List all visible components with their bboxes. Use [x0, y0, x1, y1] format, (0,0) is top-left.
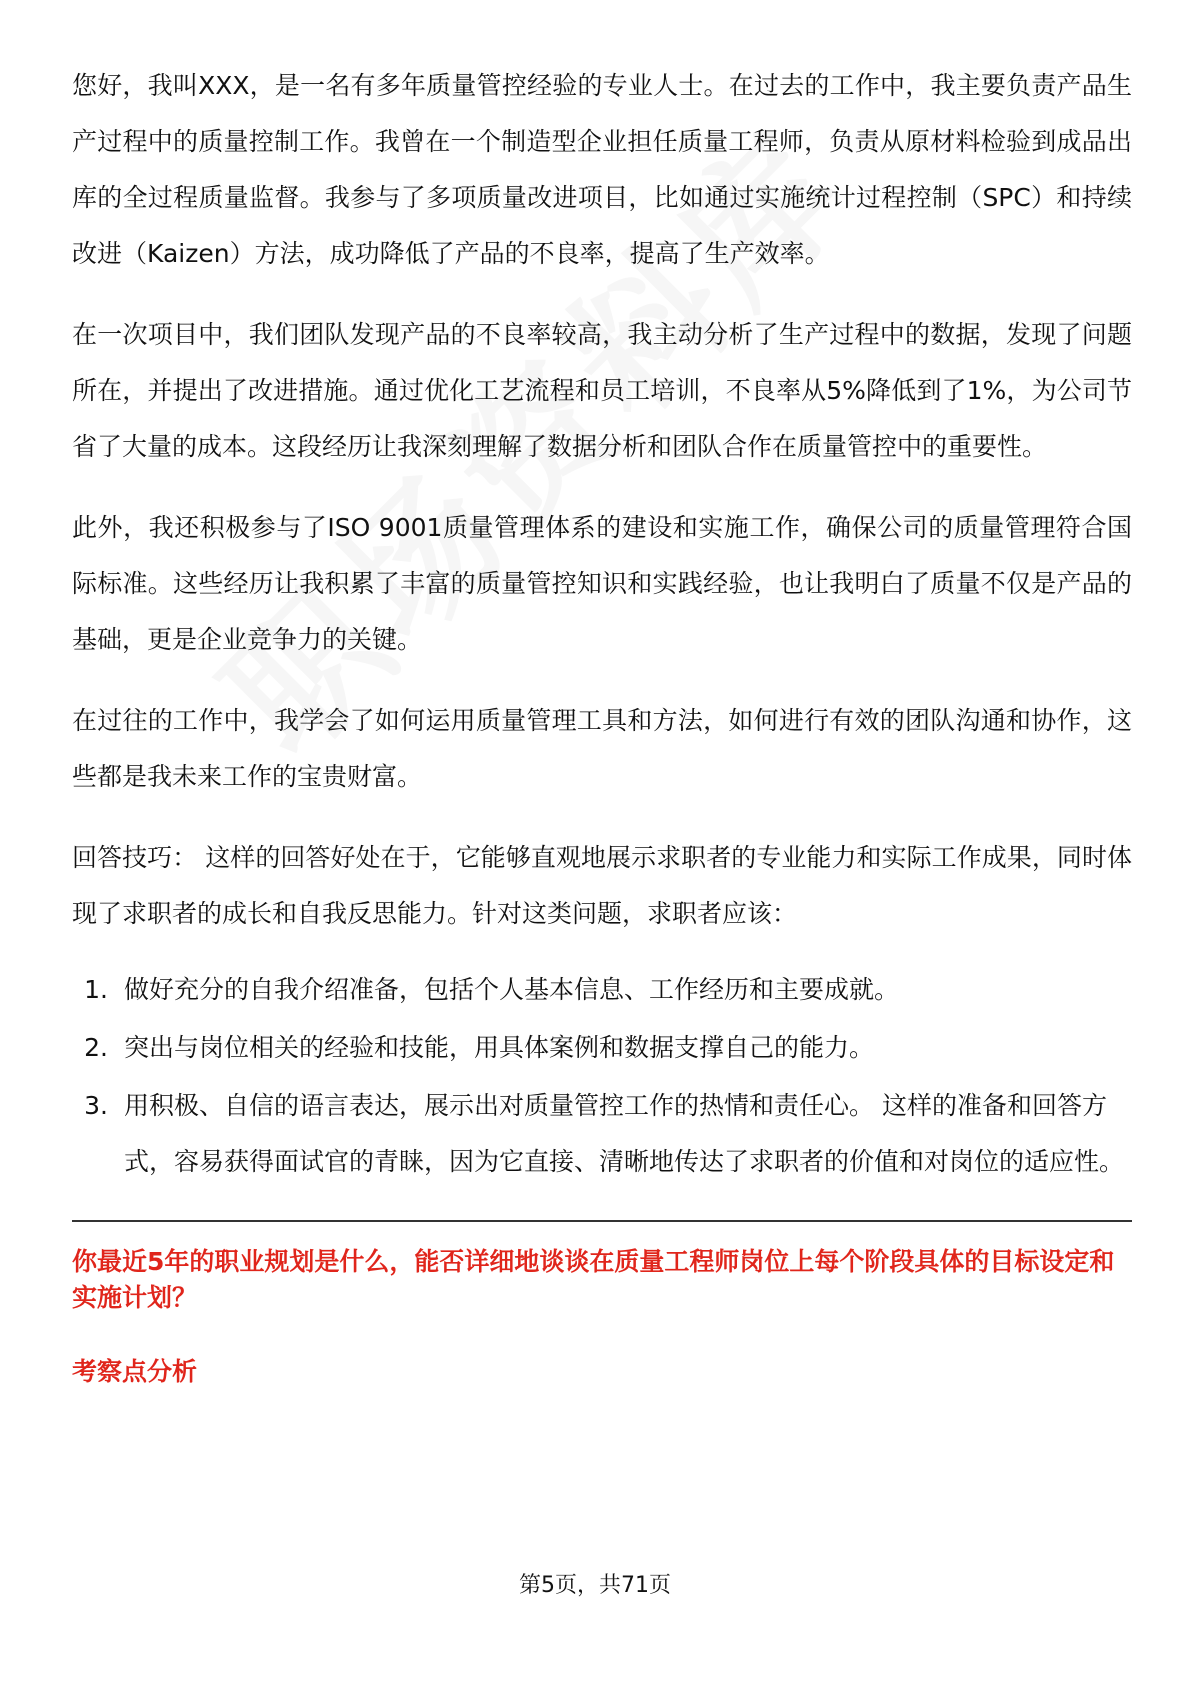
- section-divider: [72, 1220, 1132, 1222]
- paragraph-summary: 在过往的工作中，我学会了如何运用质量管理工具和方法，如何进行有效的团队沟通和协作，这些都是我未来工作的宝贵财富。: [72, 706, 1132, 791]
- paragraph-iso: 此外，我还积极参与了ISO 9001质量管理体系的建设和实施工作，确保公司的质量管理符合国际标准。这些经历让我积累了丰富的质量管控知识和实践经验，也让我明白了质量不仅是产品的基础，更是企业竞争力的关键。: [72, 513, 1132, 654]
- list-item-number: 1.: [84, 975, 108, 1004]
- paragraph-intro: 您好，我叫XXX，是一名有多年质量管控经验的专业人士。在过去的工作中，我主要负责产品生产过程中的质量控制工作。我曾在一个制造型企业担任质量工程师，负责从原材料检验到成品出库的全过程质量监督。我参与了多项质量改进项目，比如通过实施统计过程控制（SPC）和持续改进（Kaizen）方法，成功降低了产品的不良率，提高了生产效率。: [72, 71, 1132, 268]
- list-item-text: 突出与岗位相关的经验和技能，用具体案例和数据支撑自己的能力。: [124, 1033, 875, 1062]
- interview-question: 你最近5年的职业规划是什么，能否详细地谈谈在质量工程师岗位上每个阶段具体的目标设定和实施计划？: [72, 1247, 1115, 1312]
- list-item: [72, 962, 1132, 1018]
- list-item: [72, 1078, 1132, 1190]
- tips-list: [72, 962, 1132, 1190]
- paragraph-tips-intro: 回答技巧： 这样的回答好处在于，它能够直观地展示求职者的专业能力和实际工作成果，同时体现了求职者的成长和自我反思能力。针对这类问题，求职者应该：: [72, 843, 1132, 928]
- paragraph-project: 在一次项目中，我们团队发现产品的不良率较高，我主动分析了生产过程中的数据，发现了问题所在，并提出了改进措施。通过优化工艺流程和员工培训，不良率从5%降低到了1%，为公司节省了大量的成本。这段经历让我深刻理解了数据分析和团队合作在质量管控中的重要性。: [72, 320, 1132, 461]
- list-item: [72, 1020, 1132, 1076]
- page-content: [72, 58, 1132, 1388]
- list-item-number: 2.: [84, 1033, 108, 1062]
- section-title: 考察点分析: [72, 1357, 198, 1386]
- page-footer: 第5页，共71页: [519, 1573, 671, 1598]
- list-item-text: 做好充分的自我介绍准备，包括个人基本信息、工作经历和主要成就。: [124, 975, 900, 1004]
- list-item-number: 3.: [84, 1091, 108, 1120]
- list-item-text: 用积极、自信的语言表达，展示出对质量管控工作的热情和责任心。 这样的准备和回答方式，容易获得面试官的青睐，因为它直接、清晰地传达了求职者的价值和对岗位的适应性。: [124, 1091, 1125, 1176]
